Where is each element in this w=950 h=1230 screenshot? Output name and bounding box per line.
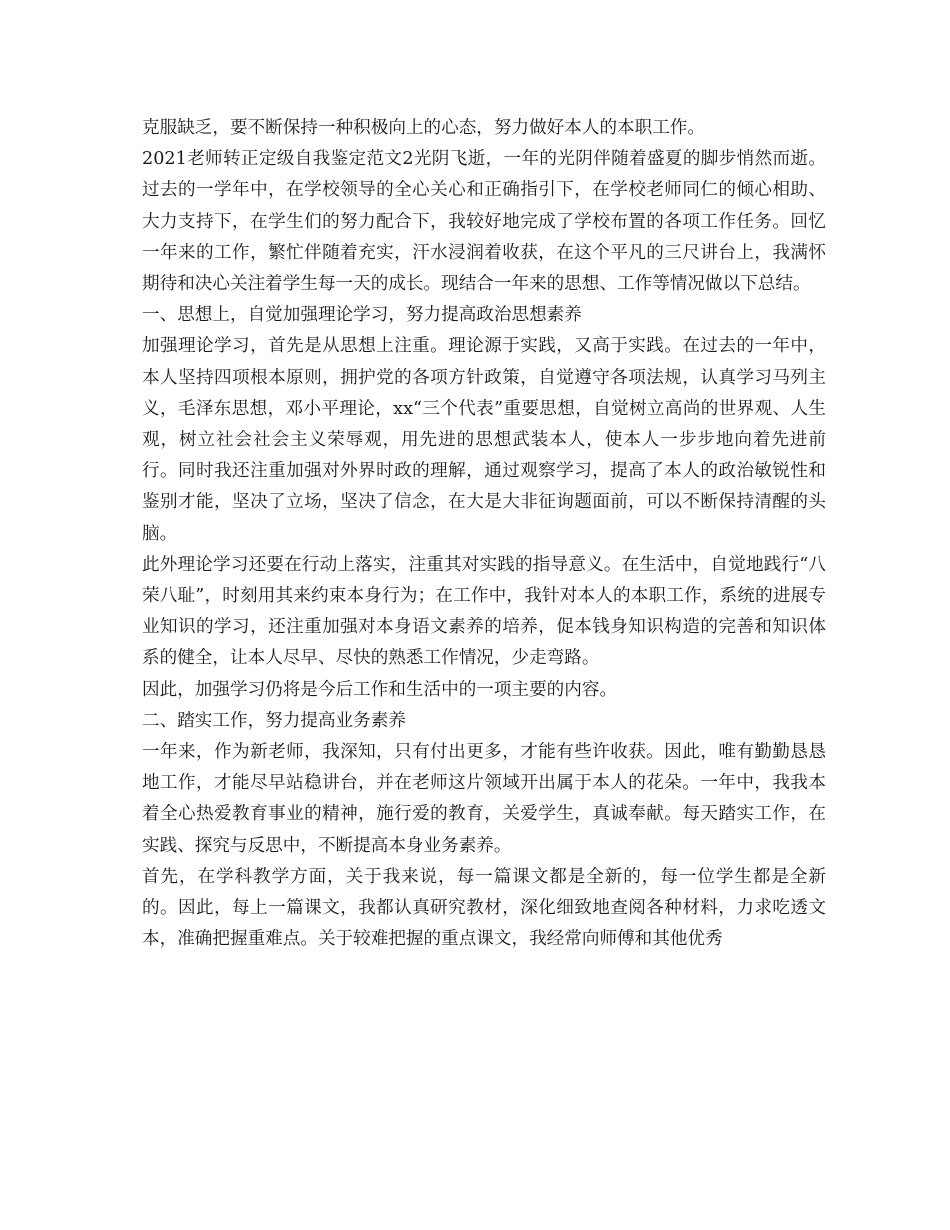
paragraph-opening: 2021老师转正定级自我鉴定范文2光阴飞逝，一年的光阴伴随着盛夏的脚步悄然而逝。过去的一学年中，在学校领导的全心关心和正确指引下，在学校老师同仁的倾心相助、大力支持下，在学生们的努力配合下，我较好地完成了学校布置的各项工作任务。回忆一年来的工作，繁忙伴随着充实，汗水浸润着收获，在这个平凡的三尺讲台上，我满怀期待和决心关注着学生每一天的成长。现结合一年来的思想、工作等情况做以下总结。 <box>142 149 826 295</box>
section-heading-work: 二、踏实工作，努力提高业务素养 <box>142 710 406 731</box>
paragraph-teaching: 首先，在学科教学方面，关于我来说，每一篇课文都是全新的，每一位学生都是全新的。因此，每上一篇课文，我都认真研究教材，深化细致地查阅各种材料，力求吃透文本，准确把握重难点。关于较难把握的重点课文，我经常向师傅和其他优秀 <box>142 866 826 950</box>
section-heading-ideology: 一、思想上，自觉加强理论学习，努力提高政治思想素养 <box>142 305 582 326</box>
paragraph-new-teacher: 一年来，作为新老师，我深知，只有付出更多，才能有些许收获。因此，唯有勤勤恳恳地工作，才能尽早站稳讲台，并在老师这片领域开出属于本人的花朵。一年中，我我本着全心热爱教育事业的精神，施行爱的教育，关爱学生，真诚奉献。每天踏实工作，在实践、探究与反思中，不断提高本身业务素养。 <box>142 742 826 856</box>
paragraph-intro-closing: 克服缺乏，要不断保持一种积极向上的心态，努力做好本人的本职工作。 <box>142 118 706 138</box>
paragraph-theory-study: 加强理论学习，首先是从思想上注重。理论源于实践，又高于实践。在过去的一年中，本人坚持四项根本原则，拥护党的各项方针政策，自觉遵守各项法规，认真学习马列主义，毛泽东思想，邓小平理论，xx“三个代表”重要思想，自觉树立高尚的世界观、人生观，树立社会社会主义荣辱观，用先进的思想武装本人，使本人一步步地向着先进前行。同时我还注重加强对外界时政的理解，通过观察学习，提高了本人的政治敏锐性和鉴别才能，坚决了立场，坚决了信念，在大是大非征询题面前，可以不断保持清醒的头脑。 <box>142 336 826 544</box>
paragraph-conclusion-study: 因此，加强学习仍将是今后工作和生活中的一项主要的内容。 <box>142 679 618 700</box>
paragraph-practice: 此外理论学习还要在行动上落实，注重其对实践的指导意义。在生活中，自觉地践行“八荣八耻”，时刻用其来约束本身行为；在工作中，我针对本人的本职工作，系统的进展专业知识的学习，还注重加强对本身语文素养的培养，促本钱身知识构造的完善和知识体系的健全，让本人尽早、尽快的熟悉工作情况，少走弯路。 <box>142 554 826 669</box>
document-body <box>142 113 826 955</box>
